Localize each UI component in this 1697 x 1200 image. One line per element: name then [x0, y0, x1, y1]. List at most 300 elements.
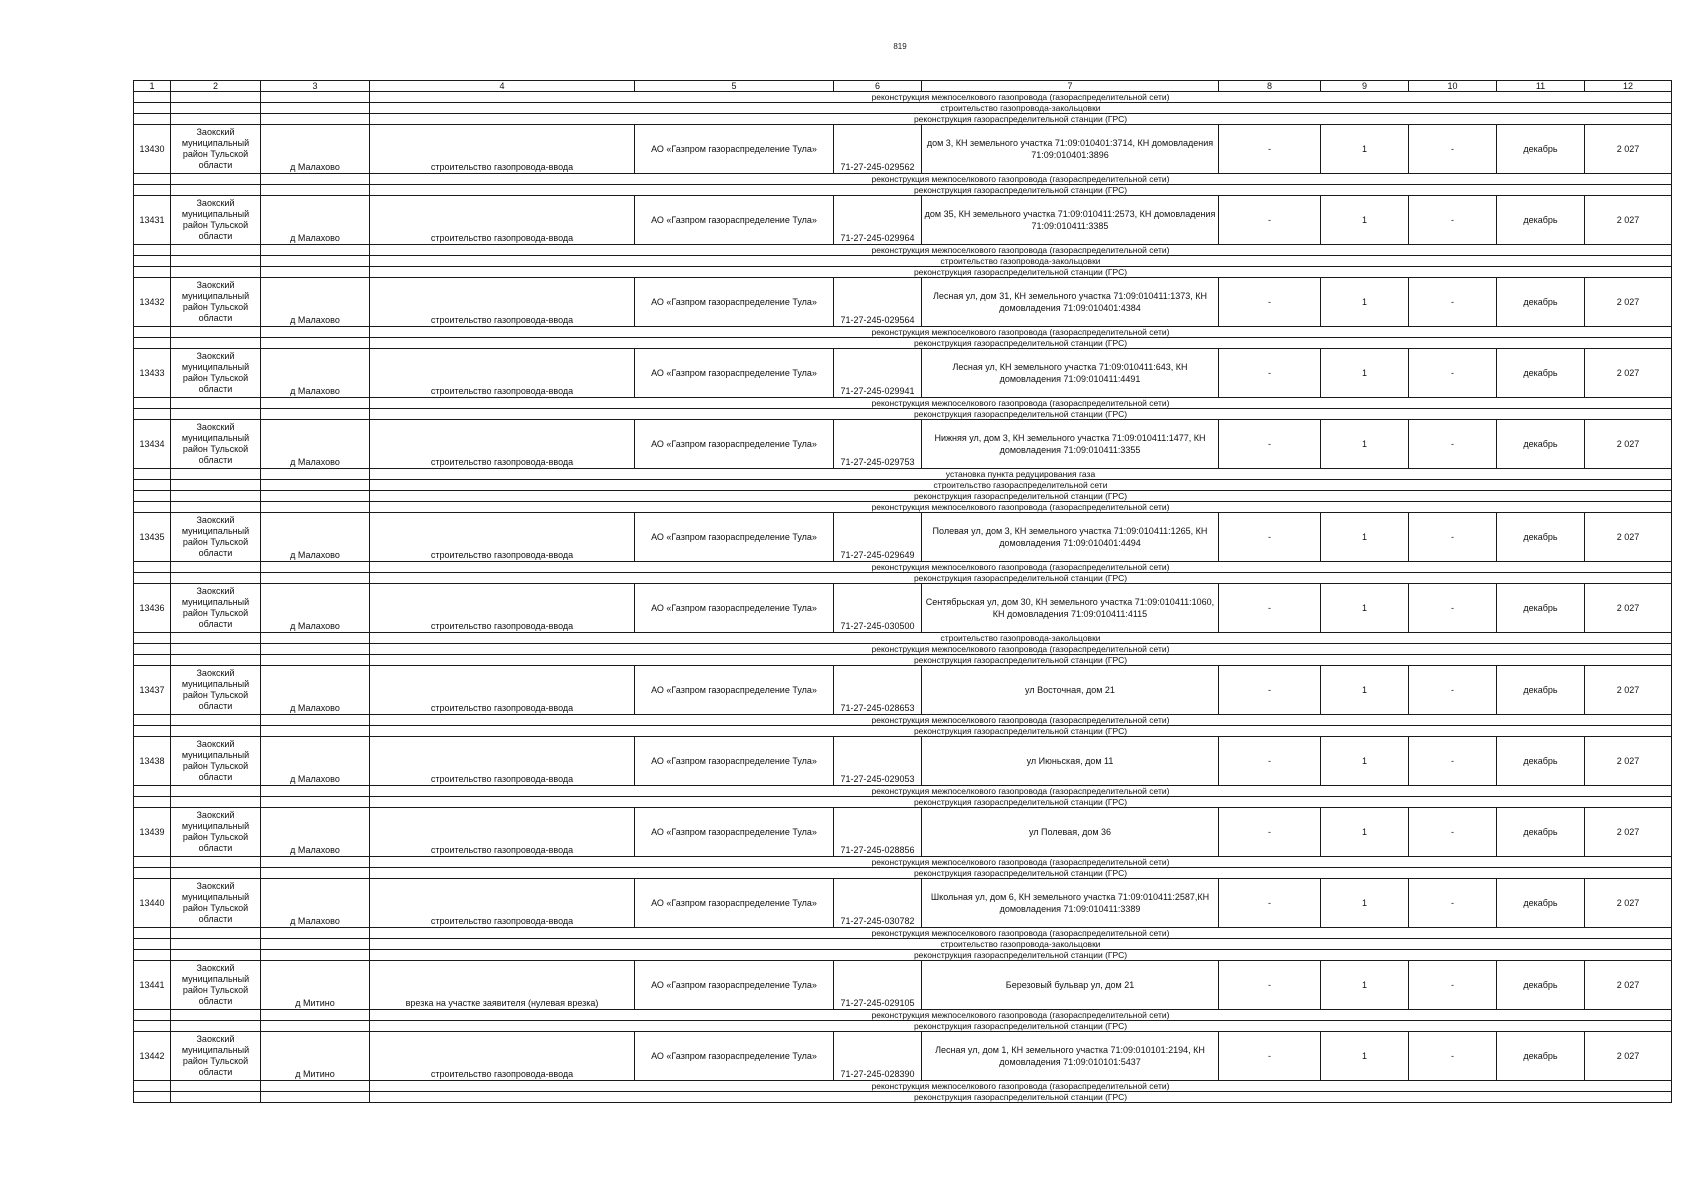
col10-value: - — [1409, 278, 1497, 327]
work-description: строительство газопровода-ввода — [370, 808, 635, 857]
organization-name: АО «Газпром газораспределение Тула» — [635, 808, 834, 857]
completion-month: декабрь — [1497, 1032, 1585, 1081]
settlement-name: д Малахово — [261, 879, 370, 928]
work-type-text: строительство газопровода-закольцовки — [370, 103, 1672, 114]
object-address: Березовый бульвар ул, дом 21 — [922, 961, 1219, 1010]
settlement-name: д Малахово — [261, 666, 370, 715]
empty-cell — [171, 327, 261, 338]
object-address: Школьная ул, дом 6, КН земельного участка 71:09:010411:2587,КН домовладения 71:09:010411:3389 — [922, 879, 1219, 928]
work-description: строительство газопровода-ввода — [370, 666, 635, 715]
col8-value: - — [1219, 666, 1321, 715]
work-type-text: реконструкция газораспределительной станции (ГРС) — [370, 185, 1672, 196]
work-type-text: реконструкция газораспределительной станции (ГРС) — [370, 114, 1672, 125]
work-type-text: реконструкция межпоселкового газопровода (газораспределительной сети) — [370, 715, 1672, 726]
col9-value: 1 — [1321, 666, 1409, 715]
application-code: 71-27-245-029941 — [834, 349, 922, 398]
empty-cell — [134, 185, 171, 196]
empty-cell — [134, 726, 171, 737]
work-type-row — [134, 245, 1672, 256]
work-type-row — [134, 185, 1672, 196]
district-name: Заокский муниципальный район Тульской области — [171, 513, 261, 562]
work-type-text: реконструкция межпоселкового газопровода (газораспределительной сети) — [370, 786, 1672, 797]
empty-cell — [171, 857, 261, 868]
empty-cell — [261, 786, 370, 797]
work-type-text: реконструкция газораспределительной станции (ГРС) — [370, 409, 1672, 420]
empty-cell — [171, 1010, 261, 1021]
application-code: 71-27-245-029649 — [834, 513, 922, 562]
work-type-row — [134, 1081, 1672, 1092]
organization-name: АО «Газпром газораспределение Тула» — [635, 125, 834, 174]
completion-year: 2 027 — [1585, 808, 1672, 857]
object-address: ул Восточная, дом 21 — [922, 666, 1219, 715]
table-row — [134, 196, 1672, 245]
empty-cell — [134, 644, 171, 655]
empty-cell — [134, 245, 171, 256]
work-type-text: реконструкция межпоселкового газопровода (газораспределительной сети) — [370, 502, 1672, 513]
col10-value: - — [1409, 349, 1497, 398]
table-row — [134, 737, 1672, 786]
work-type-text: реконструкция газораспределительной станции (ГРС) — [370, 267, 1672, 278]
empty-cell — [134, 338, 171, 349]
empty-cell — [171, 633, 261, 644]
col8-value: - — [1219, 278, 1321, 327]
work-type-row — [134, 939, 1672, 950]
completion-month: декабрь — [1497, 808, 1585, 857]
work-description: строительство газопровода-ввода — [370, 513, 635, 562]
work-description: строительство газопровода-ввода — [370, 879, 635, 928]
col10-value: - — [1409, 1032, 1497, 1081]
record-number: 13434 — [134, 420, 171, 469]
empty-cell — [261, 491, 370, 502]
organization-name: АО «Газпром газораспределение Тула» — [635, 584, 834, 633]
work-type-row — [134, 267, 1672, 278]
work-type-text: реконструкция газораспределительной станции (ГРС) — [370, 797, 1672, 808]
empty-cell — [171, 573, 261, 584]
completion-year: 2 027 — [1585, 1032, 1672, 1081]
empty-cell — [171, 797, 261, 808]
work-description: строительство газопровода-ввода — [370, 196, 635, 245]
work-type-row — [134, 644, 1672, 655]
work-type-row — [134, 92, 1672, 103]
work-type-row — [134, 256, 1672, 267]
district-name: Заокский муниципальный район Тульской области — [171, 1032, 261, 1081]
object-address: Нижняя ул, дом 3, КН земельного участка 71:09:010411:1477, КН домовладения 71:09:010411:3355 — [922, 420, 1219, 469]
empty-cell — [171, 715, 261, 726]
work-type-row — [134, 338, 1672, 349]
col9-value: 1 — [1321, 420, 1409, 469]
empty-cell — [134, 857, 171, 868]
work-type-row — [134, 573, 1672, 584]
district-name: Заокский муниципальный район Тульской области — [171, 584, 261, 633]
empty-cell — [261, 1021, 370, 1032]
work-type-row — [134, 1010, 1672, 1021]
completion-month: декабрь — [1497, 666, 1585, 715]
column-header: 6 — [834, 81, 922, 92]
district-name: Заокский муниципальный район Тульской области — [171, 961, 261, 1010]
empty-cell — [134, 1092, 171, 1103]
empty-cell — [134, 655, 171, 666]
work-type-row — [134, 114, 1672, 125]
work-type-row — [134, 857, 1672, 868]
col9-value: 1 — [1321, 961, 1409, 1010]
object-address: Лесная ул, дом 1, КН земельного участка 71:09:010101:2194, КН домовладения 71:09:010101:5437 — [922, 1032, 1219, 1081]
col8-value: - — [1219, 737, 1321, 786]
work-description: строительство газопровода-ввода — [370, 737, 635, 786]
organization-name: АО «Газпром газораспределение Тула» — [635, 513, 834, 562]
empty-cell — [261, 185, 370, 196]
completion-year: 2 027 — [1585, 196, 1672, 245]
work-type-row — [134, 928, 1672, 939]
work-description: строительство газопровода-ввода — [370, 420, 635, 469]
col8-value: - — [1219, 513, 1321, 562]
table-row — [134, 961, 1672, 1010]
empty-cell — [261, 480, 370, 491]
empty-cell — [171, 409, 261, 420]
col8-value: - — [1219, 879, 1321, 928]
work-type-text: реконструкция газораспределительной станции (ГРС) — [370, 950, 1672, 961]
empty-cell — [171, 398, 261, 409]
empty-cell — [134, 715, 171, 726]
col9-value: 1 — [1321, 125, 1409, 174]
empty-cell — [134, 174, 171, 185]
column-header: 10 — [1409, 81, 1497, 92]
empty-cell — [171, 92, 261, 103]
work-type-row — [134, 398, 1672, 409]
completion-year: 2 027 — [1585, 513, 1672, 562]
column-header: 7 — [922, 81, 1219, 92]
object-address: ул Июньская, дом 11 — [922, 737, 1219, 786]
completion-month: декабрь — [1497, 513, 1585, 562]
settlement-name: д Малахово — [261, 125, 370, 174]
empty-cell — [134, 491, 171, 502]
table-row — [134, 879, 1672, 928]
work-type-text: реконструкция межпоселкового газопровода (газораспределительной сети) — [370, 857, 1672, 868]
page-number: 819 — [893, 42, 907, 51]
empty-cell — [171, 502, 261, 513]
record-number: 13437 — [134, 666, 171, 715]
col8-value: - — [1219, 196, 1321, 245]
work-type-row — [134, 950, 1672, 961]
empty-cell — [171, 562, 261, 573]
col10-value: - — [1409, 666, 1497, 715]
empty-cell — [134, 928, 171, 939]
empty-cell — [171, 174, 261, 185]
district-name: Заокский муниципальный район Тульской области — [171, 278, 261, 327]
empty-cell — [134, 573, 171, 584]
empty-cell — [134, 114, 171, 125]
empty-cell — [171, 1081, 261, 1092]
empty-cell — [171, 267, 261, 278]
settlement-name: д Митино — [261, 961, 370, 1010]
empty-cell — [261, 644, 370, 655]
record-number: 13438 — [134, 737, 171, 786]
work-type-text: реконструкция газораспределительной станции (ГРС) — [370, 868, 1672, 879]
empty-cell — [261, 174, 370, 185]
table-row — [134, 584, 1672, 633]
empty-cell — [134, 1081, 171, 1092]
organization-name: АО «Газпром газораспределение Тула» — [635, 349, 834, 398]
empty-cell — [171, 103, 261, 114]
district-name: Заокский муниципальный район Тульской области — [171, 420, 261, 469]
work-type-text: реконструкция газораспределительной станции (ГРС) — [370, 338, 1672, 349]
col10-value: - — [1409, 420, 1497, 469]
work-description: строительство газопровода-ввода — [370, 584, 635, 633]
work-type-row — [134, 502, 1672, 513]
work-type-text: реконструкция межпоселкового газопровода (газораспределительной сети) — [370, 398, 1672, 409]
empty-cell — [134, 868, 171, 879]
completion-month: декабрь — [1497, 278, 1585, 327]
work-type-text: реконструкция межпоселкового газопровода (газораспределительной сети) — [370, 644, 1672, 655]
empty-cell — [134, 1021, 171, 1032]
empty-cell — [261, 726, 370, 737]
work-type-row — [134, 1092, 1672, 1103]
col9-value: 1 — [1321, 879, 1409, 928]
completion-month: декабрь — [1497, 420, 1585, 469]
application-code: 71-27-245-029053 — [834, 737, 922, 786]
work-type-text: реконструкция межпоселкового газопровода (газораспределительной сети) — [370, 562, 1672, 573]
col8-value: - — [1219, 420, 1321, 469]
settlement-name: д Малахово — [261, 513, 370, 562]
header-row — [134, 81, 1672, 92]
work-type-row — [134, 633, 1672, 644]
col8-value: - — [1219, 961, 1321, 1010]
completion-month: декабрь — [1497, 879, 1585, 928]
work-description: врезка на участке заявителя (нулевая врезка) — [370, 961, 635, 1010]
col10-value: - — [1409, 125, 1497, 174]
work-type-row — [134, 786, 1672, 797]
work-type-row — [134, 655, 1672, 666]
col8-value: - — [1219, 808, 1321, 857]
empty-cell — [134, 469, 171, 480]
organization-name: АО «Газпром газораспределение Тула» — [635, 278, 834, 327]
work-type-text: реконструкция газораспределительной станции (ГРС) — [370, 573, 1672, 584]
table-row — [134, 513, 1672, 562]
application-code: 71-27-245-029964 — [834, 196, 922, 245]
col9-value: 1 — [1321, 584, 1409, 633]
col10-value: - — [1409, 879, 1497, 928]
empty-cell — [261, 715, 370, 726]
object-address: Лесная ул, КН земельного участка 71:09:010411:643, КН домовладения 71:09:010411:4491 — [922, 349, 1219, 398]
empty-cell — [171, 338, 261, 349]
col10-value: - — [1409, 196, 1497, 245]
empty-cell — [261, 562, 370, 573]
work-type-text: реконструкция межпоселкового газопровода (газораспределительной сети) — [370, 92, 1672, 103]
record-number: 13442 — [134, 1032, 171, 1081]
completion-year: 2 027 — [1585, 666, 1672, 715]
work-type-text: реконструкция межпоселкового газопровода (газораспределительной сети) — [370, 174, 1672, 185]
work-type-text: строительство газопровода-закольцовки — [370, 633, 1672, 644]
organization-name: АО «Газпром газораспределение Тула» — [635, 196, 834, 245]
table-row — [134, 349, 1672, 398]
district-name: Заокский муниципальный район Тульской области — [171, 666, 261, 715]
record-number: 13436 — [134, 584, 171, 633]
empty-cell — [261, 1081, 370, 1092]
completion-year: 2 027 — [1585, 584, 1672, 633]
work-type-text: реконструкция межпоселкового газопровода (газораспределительной сети) — [370, 1081, 1672, 1092]
work-type-text: строительство газораспределительной сети — [370, 480, 1672, 491]
col10-value: - — [1409, 961, 1497, 1010]
col8-value: - — [1219, 349, 1321, 398]
record-number: 13432 — [134, 278, 171, 327]
empty-cell — [261, 338, 370, 349]
district-name: Заокский муниципальный район Тульской области — [171, 125, 261, 174]
empty-cell — [134, 327, 171, 338]
empty-cell — [171, 114, 261, 125]
work-type-text: реконструкция газораспределительной станции (ГРС) — [370, 655, 1672, 666]
col9-value: 1 — [1321, 1032, 1409, 1081]
empty-cell — [134, 409, 171, 420]
record-number: 13439 — [134, 808, 171, 857]
settlement-name: д Малахово — [261, 349, 370, 398]
empty-cell — [171, 644, 261, 655]
work-type-row — [134, 409, 1672, 420]
record-number: 13435 — [134, 513, 171, 562]
empty-cell — [134, 103, 171, 114]
work-type-text: реконструкция межпоселкового газопровода (газораспределительной сети) — [370, 1010, 1672, 1021]
district-name: Заокский муниципальный район Тульской области — [171, 879, 261, 928]
completion-year: 2 027 — [1585, 349, 1672, 398]
empty-cell — [134, 1010, 171, 1021]
district-name: Заокский муниципальный район Тульской области — [171, 349, 261, 398]
organization-name: АО «Газпром газораспределение Тула» — [635, 737, 834, 786]
empty-cell — [261, 502, 370, 513]
completion-month: декабрь — [1497, 196, 1585, 245]
empty-cell — [134, 939, 171, 950]
settlement-name: д Малахово — [261, 737, 370, 786]
object-address: Сентябрьская ул, дом 30, КН земельного участка 71:09:010411:1060, КН домовладения 71:09:010411:4115 — [922, 584, 1219, 633]
application-code: 71-27-245-029564 — [834, 278, 922, 327]
work-type-text: реконструкция межпоселкового газопровода (газораспределительной сети) — [370, 245, 1672, 256]
object-address: дом 35, КН земельного участка 71:09:010411:2573, КН домовладения 71:09:010411:3385 — [922, 196, 1219, 245]
col8-value: - — [1219, 125, 1321, 174]
empty-cell — [171, 950, 261, 961]
application-code: 71-27-245-029753 — [834, 420, 922, 469]
application-code: 71-27-245-030500 — [834, 584, 922, 633]
work-type-row — [134, 797, 1672, 808]
application-code: 71-27-245-029562 — [834, 125, 922, 174]
settlement-name: д Малахово — [261, 808, 370, 857]
empty-cell — [261, 928, 370, 939]
work-type-row — [134, 469, 1672, 480]
object-address: дом 3, КН земельного участка 71:09:010401:3714, КН домовладения 71:09:010401:3896 — [922, 125, 1219, 174]
col9-value: 1 — [1321, 513, 1409, 562]
empty-cell — [261, 103, 370, 114]
record-number: 13441 — [134, 961, 171, 1010]
work-type-text: реконструкция газораспределительной станции (ГРС) — [370, 726, 1672, 737]
work-type-row — [134, 491, 1672, 502]
empty-cell — [261, 1010, 370, 1021]
object-address: Лесная ул, дом 31, КН земельного участка 71:09:010411:1373, КН домовладения 71:09:010401:4384 — [922, 278, 1219, 327]
gasification-table — [133, 80, 1672, 1103]
empty-cell — [261, 797, 370, 808]
empty-cell — [261, 92, 370, 103]
col8-value: - — [1219, 1032, 1321, 1081]
empty-cell — [261, 469, 370, 480]
col9-value: 1 — [1321, 737, 1409, 786]
empty-cell — [134, 398, 171, 409]
column-header: 1 — [134, 81, 171, 92]
work-type-row — [134, 327, 1672, 338]
empty-cell — [171, 256, 261, 267]
application-code: 71-27-245-030782 — [834, 879, 922, 928]
empty-cell — [261, 114, 370, 125]
completion-month: декабрь — [1497, 961, 1585, 1010]
application-code: 71-27-245-028856 — [834, 808, 922, 857]
district-name: Заокский муниципальный район Тульской области — [171, 808, 261, 857]
empty-cell — [261, 939, 370, 950]
empty-cell — [261, 868, 370, 879]
empty-cell — [171, 786, 261, 797]
empty-cell — [171, 245, 261, 256]
record-number: 13430 — [134, 125, 171, 174]
empty-cell — [134, 633, 171, 644]
work-description: строительство газопровода-ввода — [370, 125, 635, 174]
application-code: 71-27-245-028653 — [834, 666, 922, 715]
work-type-text: строительство газопровода-закольцовки — [370, 256, 1672, 267]
empty-cell — [261, 857, 370, 868]
col10-value: - — [1409, 737, 1497, 786]
settlement-name: д Малахово — [261, 420, 370, 469]
col10-value: - — [1409, 808, 1497, 857]
organization-name: АО «Газпром газораспределение Тула» — [635, 1032, 834, 1081]
column-header: 5 — [635, 81, 834, 92]
empty-cell — [171, 939, 261, 950]
completion-year: 2 027 — [1585, 879, 1672, 928]
completion-year: 2 027 — [1585, 125, 1672, 174]
completion-year: 2 027 — [1585, 737, 1672, 786]
empty-cell — [261, 950, 370, 961]
empty-cell — [134, 786, 171, 797]
empty-cell — [261, 573, 370, 584]
work-type-row — [134, 715, 1672, 726]
empty-cell — [261, 256, 370, 267]
empty-cell — [134, 502, 171, 513]
completion-month: декабрь — [1497, 737, 1585, 786]
empty-cell — [134, 562, 171, 573]
col10-value: - — [1409, 584, 1497, 633]
table-row — [134, 278, 1672, 327]
column-header: 4 — [370, 81, 635, 92]
empty-cell — [171, 1021, 261, 1032]
work-type-text: реконструкция межпоселкового газопровода (газораспределительной сети) — [370, 327, 1672, 338]
organization-name: АО «Газпром газораспределение Тула» — [635, 420, 834, 469]
record-number: 13433 — [134, 349, 171, 398]
table-row — [134, 125, 1672, 174]
empty-cell — [171, 655, 261, 666]
completion-year: 2 027 — [1585, 420, 1672, 469]
district-name: Заокский муниципальный район Тульской области — [171, 196, 261, 245]
work-type-row — [134, 1021, 1672, 1032]
empty-cell — [261, 409, 370, 420]
empty-cell — [134, 267, 171, 278]
work-type-row — [134, 726, 1672, 737]
col9-value: 1 — [1321, 808, 1409, 857]
work-type-row — [134, 480, 1672, 491]
completion-month: декабрь — [1497, 125, 1585, 174]
empty-cell — [261, 267, 370, 278]
record-number: 13440 — [134, 879, 171, 928]
work-type-text: реконструкция газораспределительной станции (ГРС) — [370, 1021, 1672, 1032]
work-type-text: установка пункта редуцирования газа — [370, 469, 1672, 480]
work-type-row — [134, 174, 1672, 185]
settlement-name: д Малахово — [261, 584, 370, 633]
work-description: строительство газопровода-ввода — [370, 278, 635, 327]
record-number: 13431 — [134, 196, 171, 245]
district-name: Заокский муниципальный район Тульской области — [171, 737, 261, 786]
completion-year: 2 027 — [1585, 961, 1672, 1010]
col8-value: - — [1219, 584, 1321, 633]
empty-cell — [261, 633, 370, 644]
